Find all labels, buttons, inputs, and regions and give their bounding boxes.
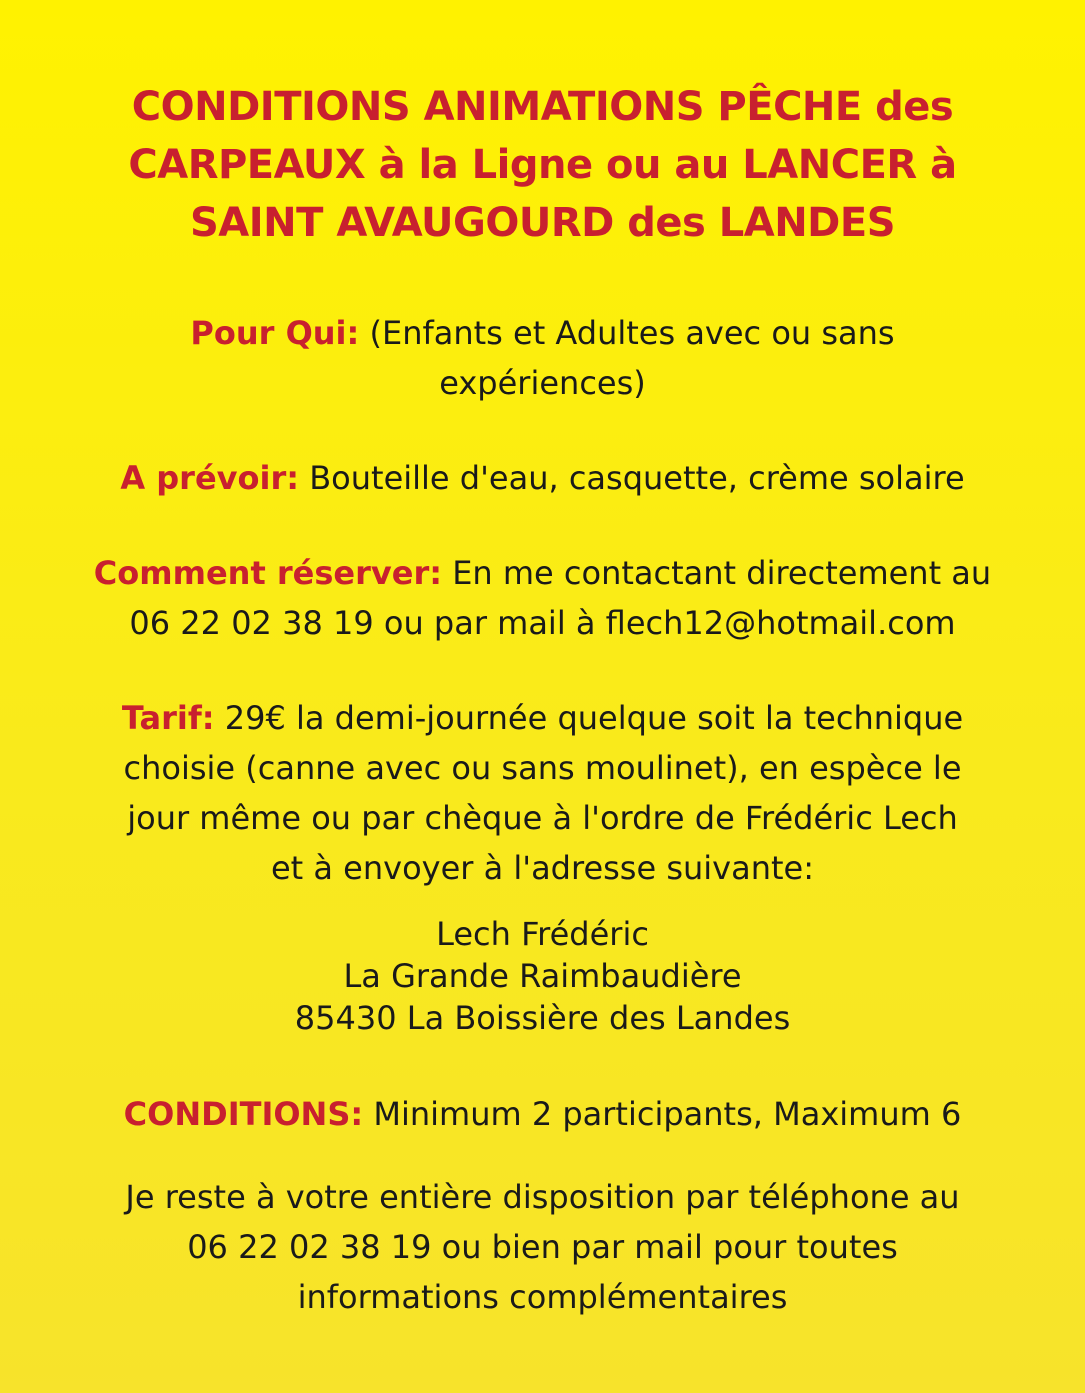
reserver-text-2: 06 22 02 38 19 ou par mail à flech12@hotmail.com [129,604,956,642]
tarif-text-3: jour même ou par chèque à l'ordre de Frédéric Lech [127,799,958,837]
title-line-3: SAINT AVAUGOURD des LANDES [189,200,896,246]
pour-qui-text-1: (Enfants et Adultes avec ou sans [359,314,895,352]
title-line-1: CONDITIONS ANIMATIONS PÊCHE des [131,84,954,130]
prevoir-label: A prévoir: [120,459,300,497]
prevoir-line [23,453,1063,503]
address-block [23,913,1063,1039]
pour-qui-text-2: expériences) [439,364,646,402]
address-city: 85430 La Boissière des Landes [294,999,791,1037]
tarif-text-1: 29€ la demi-journée quelque soit la technique [214,699,964,737]
pour-qui-label: Pour Qui: [190,314,360,352]
address-street: La Grande Raimbaudière [343,957,742,995]
tarif-text-4: et à envoyer à l'adresse suivante: [270,849,815,887]
contact-section [23,1172,1063,1322]
tarif-label: Tarif: [121,699,215,737]
address-name: Lech Frédéric [436,915,649,953]
conditions-label: CONDITIONS: [123,1095,364,1133]
reserver-line-1 [23,548,1063,598]
conditions-section [23,1089,1063,1139]
contact-line-1: Je reste à votre entière disposition par téléphone au [125,1178,960,1216]
contact-line-2: 06 22 02 38 19 ou bien par mail pour toutes [187,1228,898,1266]
tarif-line-1 [23,693,1063,743]
pour-qui-line-1 [23,308,1063,358]
reserver-label: Comment réserver: [93,554,443,592]
tarif-section [23,693,1063,893]
title-line-2: CARPEAUX à la Ligne ou au LANCER à [128,142,957,188]
reserver-section [23,548,1063,648]
conditions-line [23,1089,1063,1139]
page-title [43,78,1043,252]
pour-qui-section [23,308,1063,408]
prevoir-section [23,453,1063,503]
contact-line-3: informations complémentaires [297,1278,788,1316]
tarif-text-2: choisie (canne avec ou sans moulinet), en espèce le [123,749,962,787]
prevoir-text: Bouteille d'eau, casquette, crème solaire [299,459,965,497]
reserver-text-1: En me contactant directement au [442,554,992,592]
conditions-text: Minimum 2 participants, Maximum 6 [363,1095,962,1133]
